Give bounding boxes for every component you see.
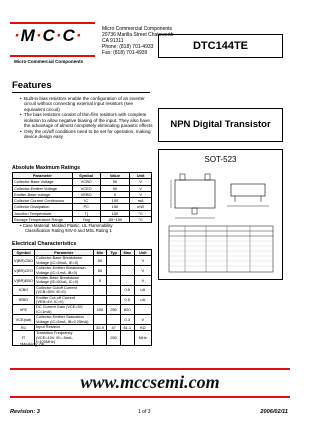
table-row: Collector Dissipation PC 150 mW [13,204,152,210]
table-row: V(BR)CBO Collector-Base Breakdown Voltage (IC=50uA, IE=0) 50 V [13,256,152,266]
table-row: hFE DC Current Gain (VCE=5V, IC=1mA) 100 250 600 [13,305,152,315]
website-link[interactable]: www.mccsemi.com [80,372,220,392]
features-list [20,96,155,140]
col-header: Symbol [13,250,35,256]
col-header: Unit [130,173,152,179]
table-row: VCE(sat) Collector-Emitter Saturation Voltage (IC=5mA, IB=0.25mA) 0.3 V [13,315,152,325]
electrical-table [12,249,152,346]
logo-bottom-rule [10,55,95,57]
package-box [158,149,283,280]
abs-max-table [12,172,152,223]
col-header: Typ [107,250,121,256]
logo-top-rule [10,22,95,24]
table-row: V(BR)CEO Collector-Emitter Breakdown Voltage (IC=1mA, IB=0) 50 V [13,266,152,276]
col-header: Min [93,250,107,256]
package-drawing [165,170,277,276]
col-header: Unit [134,250,151,256]
logo-subtitle: Micro Commercial Components [14,59,84,64]
case-material-note: • Case Material: Molded Plastic. UL Flammability Classification Rating 94V-0 and MSL Rating 1 [20,223,113,233]
col-header: Max [120,250,134,256]
table-row: Junction Temperature Tj 150 °C [13,210,152,216]
revision-label: Revision: 3 [10,409,40,415]
col-header: Parameter [35,250,94,256]
electrical-heading: Electrical Characteristics [12,241,77,247]
device-title-box: NPN Digital Transistor [158,108,283,142]
table-row: fT Transition Frequency (VCE=10V, IE=-5mA, f=100MHz) 250 MHz [13,331,152,345]
table-row: Collector-Emitter Voltage VCEO 50 V [13,185,152,191]
features-rule [12,92,150,93]
table-row: ICBO Collector Cutoff Current (VCB=50V, IE=0) 0.5 uA [13,285,152,295]
table-row: Collector-Base Voltage VCBO 50 V [13,179,152,185]
col-header: Value [100,173,130,179]
feature-item: • The bias resistors consist of thin-film resistors with complete isolation to allow negative biasing of the input. They also have the advantage of almost completely eliminating parasitic effects [20,112,155,128]
company-address: Micro Commercial Components 20736 Marilla Street Chatsworth CA 91311 Phone: (818) 701-4933 Fax: (818) 701-4939 [102,26,174,56]
table-row: IEBO Emitter Cut-off Current (VEB=4V, IC=0) 0.5 uA [13,295,152,305]
col-header: Symbol [72,173,100,179]
footer-top-rule [10,368,290,370]
features-heading: Features [12,80,52,91]
table-row: Emitter-Base voltage VEBO 5 V [13,191,152,197]
table-row: R1 Input Resistor 32.9 47 61.1 KΩ [13,324,152,330]
feature-item: • Only the on/off conditions need to be set for operation, making device design easy [20,129,155,140]
revision-date: 2006/02/11 [260,409,288,415]
marking-note: *Marking: 06 [20,342,45,347]
table-row: Collector Current Continuous IC 100 mA [13,198,152,204]
footer-bottom-rule [10,396,290,398]
feature-item: • Built-in bias resistors enable the configuration of an inverter circuit without connecting external input resistors (see equivalent circuit) [20,96,155,112]
page-number: 1 of 3 [138,409,151,415]
table-row: V(BR)EBO Emitter-Base Breakdown Voltage (IE=50uA, IC=0) 5 V [13,275,152,285]
mcc-logo: ·M·C·C· [14,26,83,45]
table-row: Storage Temperature Range Tstg -55~150 °C [13,217,152,223]
col-header: Parameter [13,173,73,179]
package-name: SOT-523 [204,155,237,164]
abs-max-heading: Absolute Maximum Ratings [12,165,81,171]
part-number-box: DTC144TE [158,34,283,58]
